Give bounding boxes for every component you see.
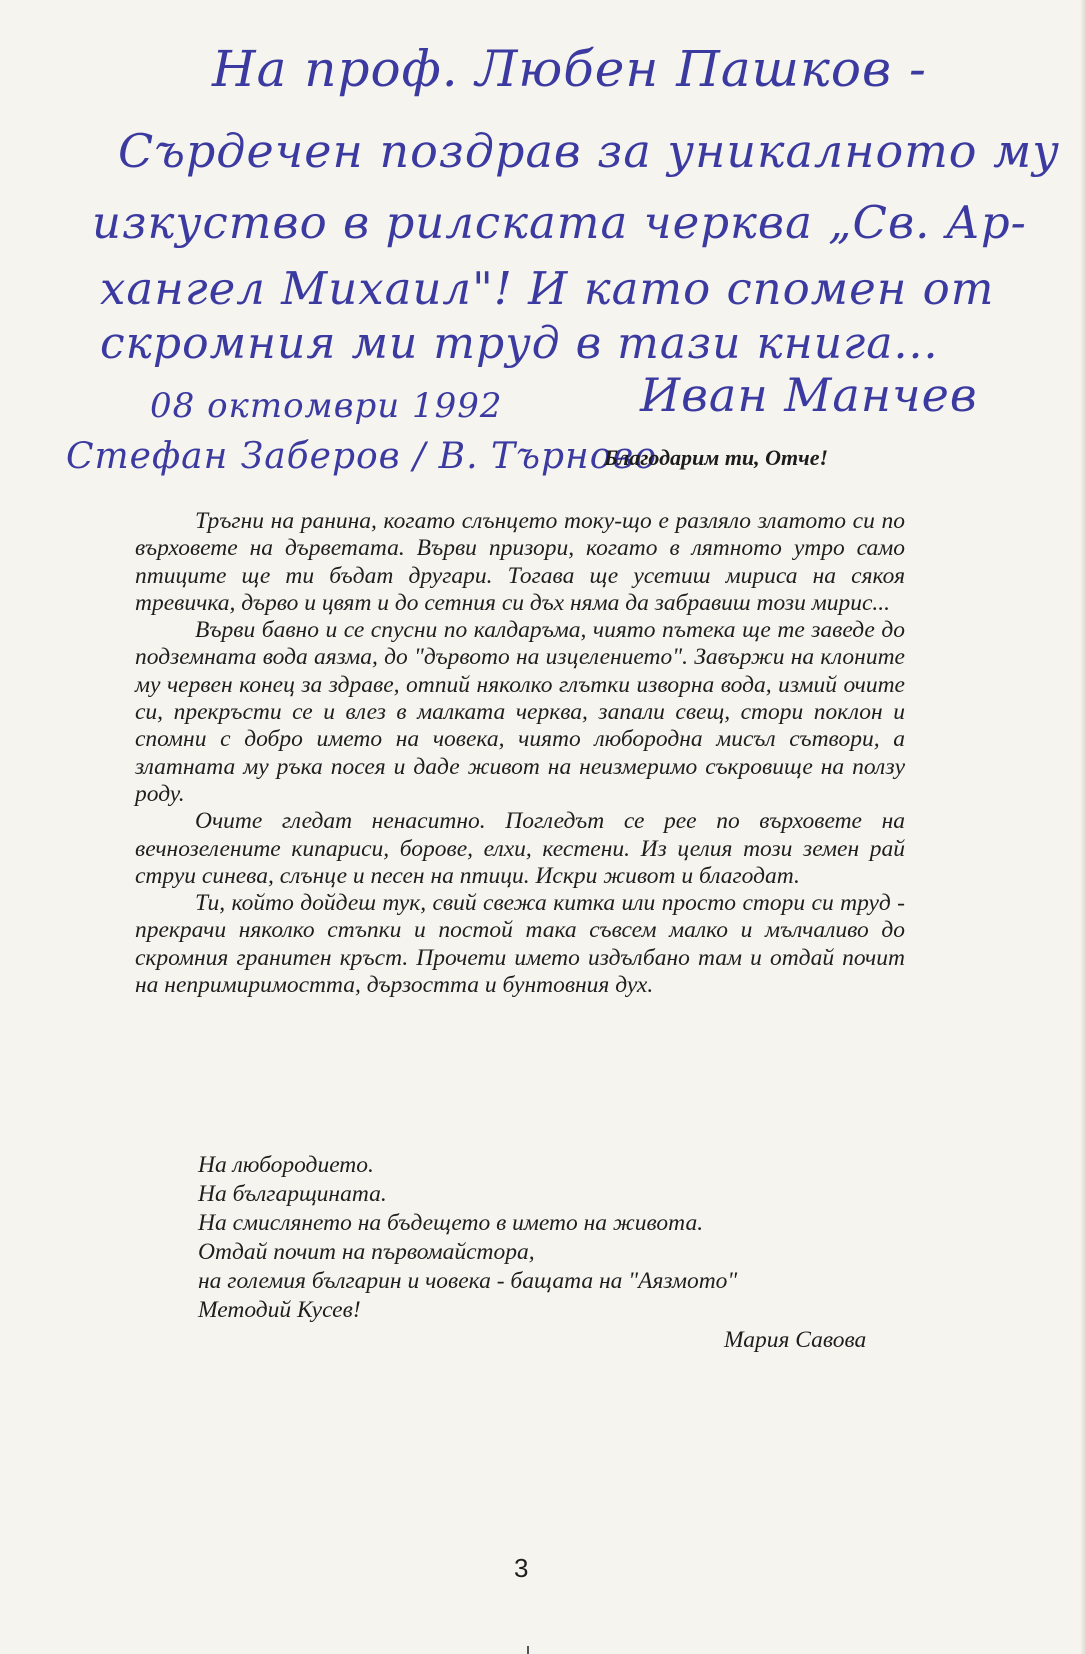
closing-line: Отдай почит на първомайстора, bbox=[198, 1239, 535, 1265]
paragraph: Очите гледат ненаситно. Погледът се рее по върховете на вечнозелените кипариси, борове, елхи, кестени. Из целия този земен рай струи синева, слънце и песен на птици. Искри живот и благодат. bbox=[135, 808, 905, 889]
closing-line: На българщината. bbox=[198, 1181, 387, 1207]
body-text bbox=[135, 508, 905, 999]
paragraph: Ти, който дойдеш тук, свий свежа китка или просто стори си труд - прекрачи няколко стъпки и постой така съвсем малко и мълчаливо до скромния гранитен кръст. Прочети името издълбано там и отдай почит на непримиримостта, дързостта и бунтовния дух. bbox=[135, 890, 905, 999]
closing-line: На смислянето на бъдещето в името на живота. bbox=[198, 1210, 704, 1236]
handwritten-line: скромния ми труд в тази книга... bbox=[100, 318, 939, 369]
handwritten-place: Стефан Заберов / В. Търново bbox=[66, 436, 658, 477]
paragraph: Тръгни на ранина, когато слънцето току-що е разляло златото си по върховете на дърветата. Върви призори, когато в лятното утро само птиците ще ти бъдат другари. Тогава ще усетиш мириса на сякоя тревичка, дърво и цвят и до сетния си дъх няма да забравиш този мирис... bbox=[135, 508, 905, 616]
closing-line: На любородието. bbox=[198, 1152, 374, 1178]
handwritten-line: Сърдечен поздрав за уникалното му bbox=[118, 124, 1060, 178]
handwritten-signature: Иван Манчев bbox=[640, 368, 978, 422]
handwritten-dedication bbox=[0, 0, 1086, 520]
paragraph: Върви бавно и се спусни по калдаръма, чиято пътека ще те заведе до подземната вода аязма, до "дървото на изцелението". Завържи на клоните му червен конец за здраве, отпий няколко глътки изворна вода, измий очите си, прекръсти се и влез в малката черква, запали свещ, стори поклон и спомни с добро името на човека, чиято любородна мисъл сътвори, а златната му ръка посея и даде живот на неизмеримо съкровище на ползу роду. bbox=[135, 617, 905, 807]
binding-mark bbox=[527, 1646, 529, 1654]
handwritten-line: изкуство в рилската черква „Св. Ар- bbox=[92, 196, 1027, 249]
page-heading: Благодарим ти, Отче! bbox=[604, 445, 829, 470]
closing-line: Методий Кусев! bbox=[198, 1297, 361, 1323]
closing-line: на големия българин и човека - бащата на "Аязмото" bbox=[198, 1268, 738, 1294]
page-number: 3 bbox=[514, 1553, 529, 1583]
handwritten-date: 08 октомври 1992 bbox=[150, 386, 503, 426]
handwritten-line: На проф. Любен Пашков - bbox=[212, 40, 927, 98]
handwritten-line: хангел Михаил"! И като спомен от bbox=[100, 262, 995, 315]
closing-lines bbox=[198, 1151, 918, 1325]
author-name: Мария Савова bbox=[724, 1327, 867, 1353]
